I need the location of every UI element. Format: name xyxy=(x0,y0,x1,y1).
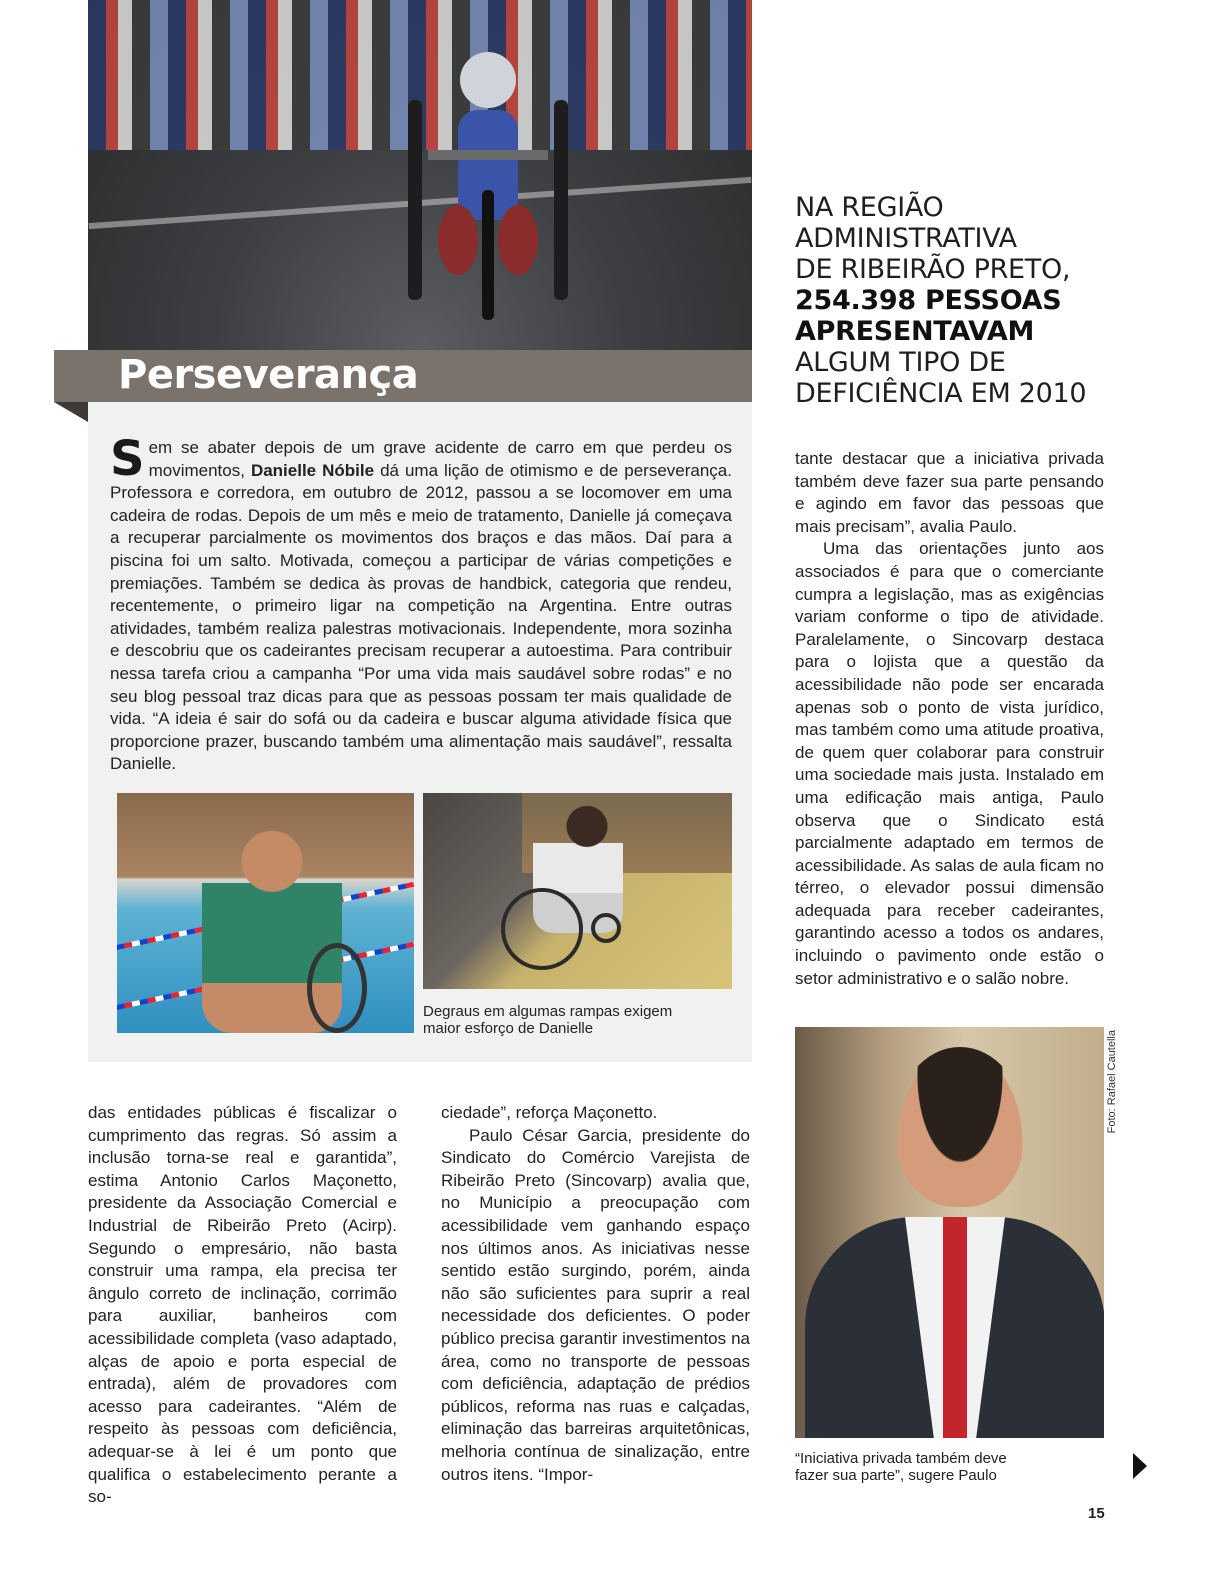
title-bar-fold xyxy=(54,402,88,422)
intro-text-rest: dá uma lição de otimismo e de perseverança. Professora e corredora, em outubro de 2012, passou a se locomover em uma cadeira de rodas. Depois de um mês e meio de tratamento, Danielle já começava a recuperar parcialmente os movimentos dos braços e das mãos. Daí para a piscina foi um salto. Motivada, começou a participar de várias competições e premiações. Também se dedica às provas de handbick, categoria que rendeu, recentemente, o primeiro ligar na competição na Argentina. Entre outras atividades, também realiza palestras motivacionais. Independente, mora sozinha e descobriu que os cadeirantes precisam recuperar a autoestima. Para contribuir nessa tarefa criou a campanha “Por uma vida mais saudável sobre rodas” e no seu blog pessoal traz dicas para que as pessoas possam ter mais qualidade de vida. “A ideia é sair do sofá ou da cadeira e buscar alguma atividade física que proporcione prazer, buscando também uma alimentação mais saudável”, ressalta Danielle. xyxy=(110,460,732,774)
middle-column-text xyxy=(441,1102,750,1486)
paragraph: das entidades públicas é fiscalizar o cumprimento das regras. Só assim a inclusão torna-se real e garantida”, estima Antonio Carlos Maçonetto, presidente da Associação Comercial e Industrial de Ribeirão Preto (Acirp). Segundo o empresário, não basta construir uma rampa, ela precisa ter ângulo correto de inclinação, corrimão para auxiliar, banheiros com acessibilidade completa (vaso adaptado, alças de apoio e porta especial de entrada), além de provadores com acesso para cadeirantes. “Além de respeito às pessoas com deficiência, adequar-se à lei é um ponto que qualifica o estabelecimento perante a so- xyxy=(88,1103,397,1507)
pull-quote-line: DE RIBEIRÃO PRETO, xyxy=(795,254,1071,285)
ramp-caption: Degraus em algumas rampas exigem maior esforço de Danielle xyxy=(423,1003,673,1037)
drop-cap: S xyxy=(110,431,145,487)
page-number: 15 xyxy=(1088,1505,1105,1522)
wheelchair-wheel xyxy=(591,913,621,943)
pull-quote-stat: APRESENTAVAM xyxy=(795,316,1035,347)
intro-text-start: em se abater depois de um grave acidente de carro em que perdeu os movimentos, xyxy=(148,438,732,480)
intro-paragraph xyxy=(110,431,732,776)
pull-quote-stat: 254.398 PESSOAS xyxy=(795,285,1062,316)
pull-quote-line: ALGUM TIPO DE xyxy=(795,347,1006,378)
left-column-text xyxy=(88,1102,397,1509)
right-column-text xyxy=(795,448,1104,990)
paragraph: tante destacar que a iniciativa privada também deve fazer sua parte pensando e agindo em favor das pessoas que mais precisam”, avalia Paulo. xyxy=(795,449,1104,536)
paragraph: Uma das orientações junto aos associados é para que o comerciante cumpra a legislação, mas as exigências variam conforme o tipo de atividade. Paralelamente, o Sincovarp destaca para o lojista que a questão da acessibilidade não pode ser encarada apenas sob o ponto de vista jurídico, mas também como uma atitude proativa, de quem quer colaborar para construir uma sociedade mais justa. Instalado em uma edificação mais antiga, Paulo observa que o Sindicato está parcialmente adaptado em termos de acessibilidade. As salas de aula ficam no térreo, o elevador possui dimensão adequada para receber cadeirantes, garantindo acesso a todos os andares, incluindo o pavimento onde estão o setor administrativo e o salão nobre. xyxy=(795,539,1105,988)
wheelchair-wheel xyxy=(501,888,583,970)
portrait-photo xyxy=(795,1027,1104,1438)
paragraph: Paulo César Garcia, presidente do Sindicato do Comércio Varejista de Ribeirão Preto (Sincovarp) avalia que, no Município a preocupação com acessibilidade vem ganhando espaço nos últimos anos. As iniciativas nesse sentido estão surgindo, porém, ainda não são suficientes para suprir a real necessidade dos deficientes. O poder público precisa garantir investimentos na área, como no transporte de pessoas com deficiência, adaptação de prédios públicos, reforma nas ruas e calçadas, eliminação das barreiras arquitetônicas, melhoria contínua de sinalização, entre outros itens. “Impor- xyxy=(441,1125,750,1484)
race-photo xyxy=(88,0,752,350)
photo-credit: Foto: Rafael Cautella xyxy=(1106,1030,1118,1134)
handbike-icon xyxy=(388,40,588,320)
paragraph: ciedade”, reforça Maçonetto. xyxy=(441,1103,658,1122)
pull-quote-line: NA REGIÃO xyxy=(795,192,944,223)
pull-quote-line: DEFICIÊNCIA EM 2010 xyxy=(795,378,1087,409)
ramp-photo xyxy=(423,793,732,989)
section-title: Perseverança xyxy=(118,352,419,398)
portrait-caption: “Iniciativa privada também deve fazer sua parte”, sugere Paulo xyxy=(795,1450,1007,1484)
pool-photo xyxy=(117,793,414,1033)
triangle-right-icon[interactable] xyxy=(1133,1453,1147,1479)
pull-quote xyxy=(795,192,1115,409)
wheelchair-wheel xyxy=(307,943,367,1033)
pull-quote-line: ADMINISTRATIVA xyxy=(795,223,1017,254)
person-name: Danielle Nóbile xyxy=(250,460,375,480)
portrait-face xyxy=(895,1047,1025,1207)
